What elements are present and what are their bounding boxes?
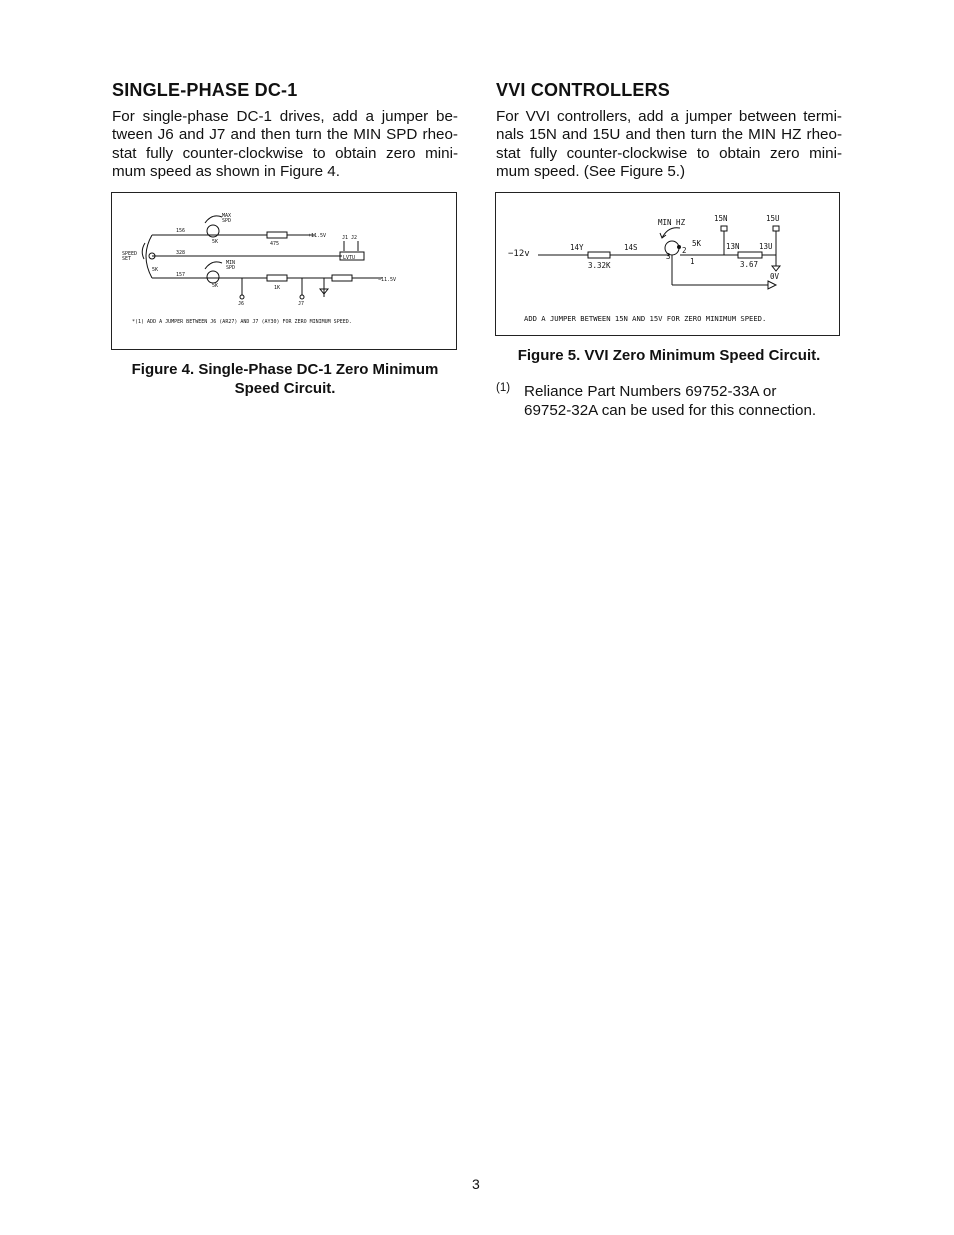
j1-j2-label: J1 J2 [342,235,358,241]
terminal-328: 328 [176,250,186,256]
speed-set-label: SPEED [122,251,138,257]
caption-line: Speed Circuit. [234,380,336,397]
paragraph-line: For single-phase DC-1 drives, add a jumper be- [112,108,458,125]
terminal-13u: 13U [759,242,773,251]
paragraph-line: nals 15N and 15U and then turn the MIN HZ rheo- [496,126,842,144]
figure-4-caption [112,360,458,398]
paragraph-line: For VVI controllers, add a jumper between termi- [496,108,842,125]
j6-label: J6 [238,301,245,307]
single-phase-paragraph [112,108,458,182]
terminal-15n: 15N [714,214,728,223]
min-hz-label: MIN HZ [658,218,686,227]
j7-label: J7 [298,301,305,307]
caption-line: Figure 4. Single-Phase DC-1 Zero Minimum [131,361,439,378]
terminal-157: 157 [176,272,186,278]
min-spd-label: SPD [226,265,236,271]
terminal-14y: 14Y [570,243,584,252]
paragraph-line: mum speed as shown in Figure 4. [112,163,340,181]
figure-5-caption: Figure 5. VVI Zero Minimum Speed Circuit. [517,347,821,364]
terminal-15u: 15U [766,214,780,223]
speed-set-label: SET [122,256,132,262]
plus-11-5v-label: +11.5V [308,233,327,239]
figure-5-note: ADD A JUMPER BETWEEN 15N AND 15V FOR ZERO MINIMUM SPEED. [524,314,767,323]
min-spd-label: MIN [226,260,236,266]
page-number: 3 [472,1176,480,1192]
minus-11-5v-label: −11.5V [378,277,397,283]
footnote-line: 69752-32A can be used for this connection. [524,402,817,419]
resistor-3-32k-label: 3.32K [588,261,611,270]
max-spd-label: SPD [222,218,232,224]
terminal-14s: 14S [624,243,638,252]
resistor-3-67-label: 3.67 [740,260,759,269]
footnote-marker: (1) [496,382,511,394]
minus-12v-label: −12v [508,249,530,259]
terminal-13n: 13N [726,242,740,251]
footnote-text [524,382,844,420]
figure-4-circuit-diagram [111,192,457,350]
paragraph-line: mum speed. (See Figure 5.) [496,163,686,181]
pot-pin-2: 2 [682,246,687,255]
max-spd-label: MAX [222,213,232,219]
terminal-156: 156 [176,228,186,234]
paragraph-line: stat fully counter-clockwise to obtain zero mini- [496,144,842,162]
section-heading-single-phase: SINGLE-PHASE DC-1 [112,80,298,100]
vvi-paragraph [496,108,842,182]
paragraph-line: stat fully counter-clockwise to obtain zero mini- [112,144,458,162]
footnote-line: Reliance Part Numbers 69752-33A or [524,383,777,400]
pot-5k-label: 5K [212,283,219,289]
resistor-475-label: 475 [270,241,280,247]
pot-pin-1: 1 [690,257,695,266]
resistor-1k-label: 1K [274,285,281,291]
pot-5k-label: 5K [212,239,219,245]
paragraph-line: tween J6 and J7 and then turn the MIN SPD rheo- [112,126,458,144]
figure-4-note: *(1) ADD A JUMPER BETWEEN J6 (AR27) AND J7 (AY30) FOR ZERO MINIMUM SPEED. [132,319,352,325]
lvtu-label: LVTU [343,255,356,261]
pot-5k-label: 5K [692,239,702,248]
figure-4-schematic [112,193,458,351]
pot-5k-label: 5K [152,267,159,273]
figure-5-circuit-diagram [495,192,840,336]
figure-5-schematic [496,193,841,337]
section-heading-vvi: VVI CONTROLLERS [496,80,671,100]
zero-volt-label: 0V [770,272,780,281]
pot-pin-3: 3 [666,252,671,261]
